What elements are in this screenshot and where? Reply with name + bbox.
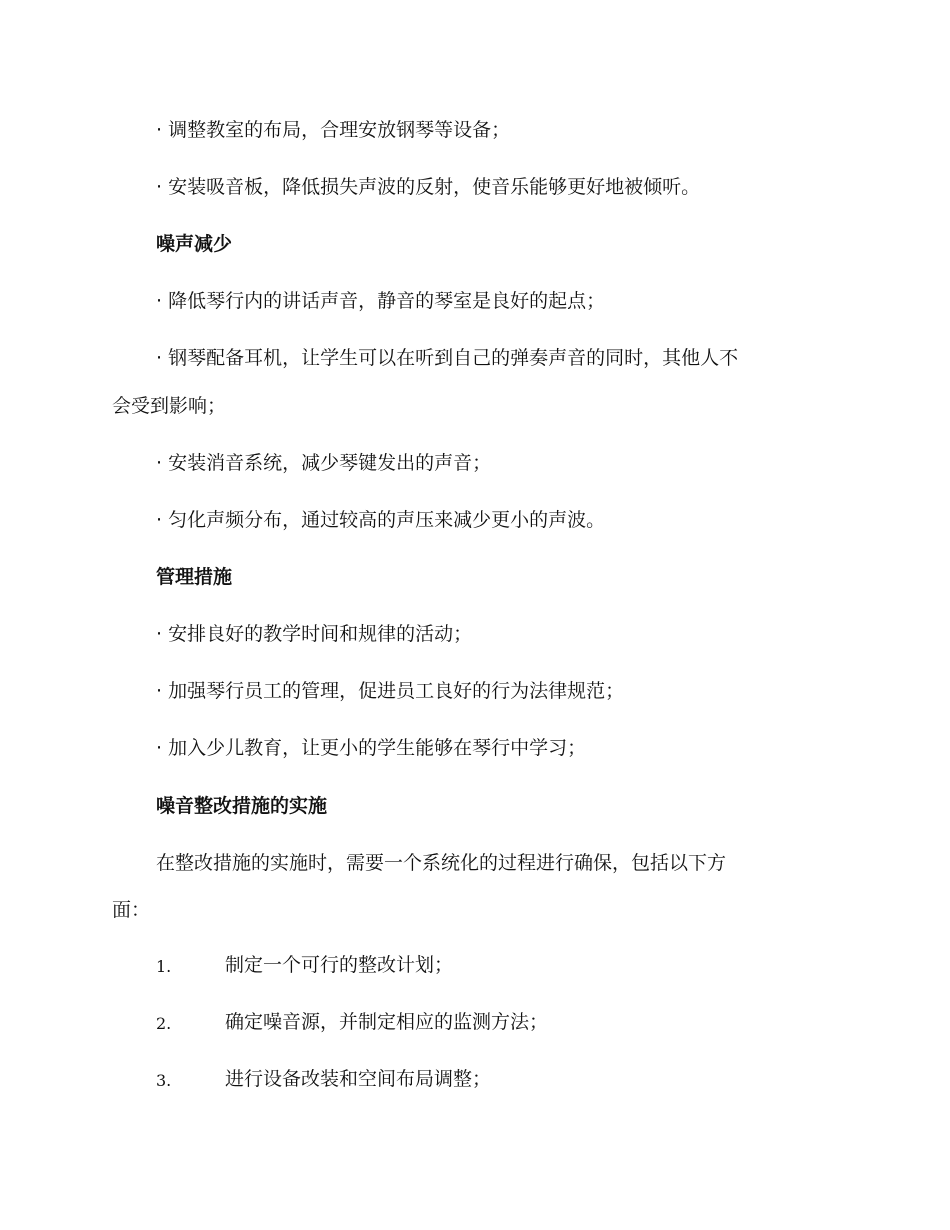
section-heading-implementation: 噪音整改措施的实施 xyxy=(156,795,328,817)
bullet-headphones-continued: 会受到影响； xyxy=(112,395,227,417)
list-item-number: 1. xyxy=(156,957,172,976)
bullet-children-education: · 加入少儿教育，让更小的学生能够在琴行中学习； xyxy=(156,737,587,759)
bullet-sound-panels: · 安装吸音板，降低损失声波的反射，使音乐能够更好地被倾听。 xyxy=(156,176,701,198)
list-item-number: 2. xyxy=(156,1014,172,1033)
section-heading-noise-reduction: 噪声减少 xyxy=(156,233,233,255)
bullet-layout: · 调整教室的布局，合理安放钢琴等设备； xyxy=(156,119,511,141)
bullet-headphones: · 钢琴配备耳机，让学生可以在听到自己的弹奏声音的同时，其他人不 xyxy=(156,347,739,369)
list-item-text: 确定噪音源，并制定相应的监测方法； xyxy=(225,1011,549,1033)
list-item-number: 3. xyxy=(156,1071,172,1090)
paragraph-intro: 在整改措施的实施时，需要一个系统化的过程进行确保，包括以下方 xyxy=(156,852,727,874)
bullet-silencer-system: · 安装消音系统，减少琴键发出的声音； xyxy=(156,452,492,474)
bullet-schedule: · 安排良好的教学时间和规律的活动； xyxy=(156,623,473,645)
section-heading-management: 管理措施 xyxy=(156,566,233,588)
list-item-text: 制定一个可行的整改计划； xyxy=(225,954,454,976)
bullet-speech-volume: · 降低琴行内的讲话声音，静音的琴室是良好的起点； xyxy=(156,290,606,312)
bullet-frequency-distribution: · 匀化声频分布，通过较高的声压来减少更小的声波。 xyxy=(156,509,606,531)
paragraph-intro-continued: 面： xyxy=(112,899,151,921)
bullet-staff-management: · 加强琴行员工的管理，促进员工良好的行为法律规范； xyxy=(156,680,625,702)
list-item-text: 进行设备改装和空间布局调整； xyxy=(225,1068,492,1090)
